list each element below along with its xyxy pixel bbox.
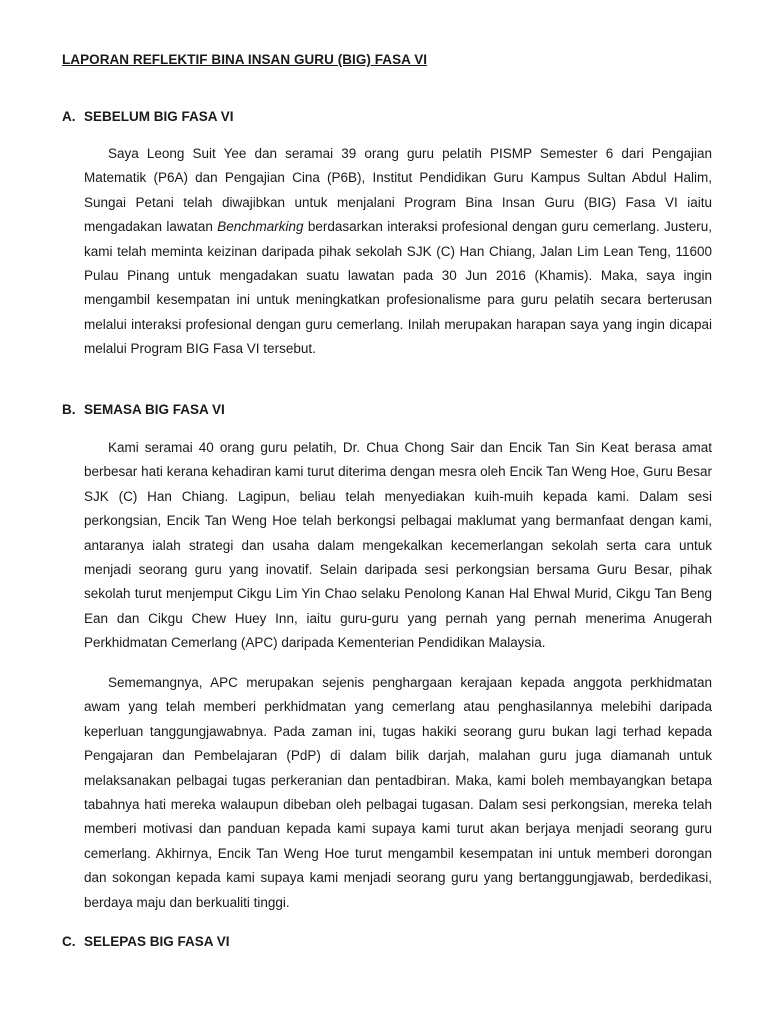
document-title: LAPORAN REFLEKTIF BINA INSAN GURU (BIG) FASA VI: [62, 52, 428, 67]
paragraph-text: Saya Leong Suit Yee dan seramai 39 orang guru pelatih PISMP Semester 6 dari Pengajian Matematik (P6A) dan Pengajian Cina (P6B), Institut Pendidikan Guru Kampus Sultan Abdul Halim, Sungai Petani telah diwajibkan untuk menjalani Program Bina Insan Guru (BIG) Fasa VI iaitu mengadakan lawatan: [84, 146, 712, 235]
section-title: SELEPAS BIG FASA VI: [84, 934, 230, 949]
section-heading-b: [62, 402, 225, 417]
section-letter: A.: [62, 109, 76, 124]
italic-term: Benchmarking: [217, 219, 304, 235]
section-letter: B.: [62, 402, 76, 417]
paragraph-b-2: Sememangnya, APC merupakan sejenis penghargaan kerajaan kepada anggota perkhidmatan awam yang telah memberi perkhidmatan yang cemerlang atau penghasilannya melebihi daripada keperluan tanggungjawabnya. Pada zaman ini, tugas hakiki seorang guru bukan lagi terhad kepada Pengajaran dan Pembelajaran (PdP) di dalam bilik darjah, malahan guru juga diamanah untuk melaksanakan pelbagai tugas perkeranian dan pentadbiran. Maka, kami boleh membayangkan betapa tabahnya hati mereka walaupun dibeban oleh pelbagai tugasan. Dalam sesi perkongsian, mereka telah memberi motivasi dan panduan kepada kami supaya kami turut akan berjaya menjadi seorang guru cemerlang. Akhirnya, Encik Tan Weng Hoe turut mengambil kesempatan ini untuk memberi dorongan dan sokongan kepada kami supaya kami menjadi seorang guru yang bertanggungjawab, berdedikasi, berdaya maju dan berkualiti tinggi.: [84, 675, 712, 910]
section-title: SEMASA BIG FASA VI: [84, 402, 225, 417]
section-letter: C.: [62, 934, 76, 949]
section-title: SEBELUM BIG FASA VI: [84, 109, 234, 124]
paragraph-a-1: [84, 142, 712, 362]
paragraph-b-1: Kami seramai 40 orang guru pelatih, Dr. Chua Chong Sair dan Encik Tan Sin Keat berasa amat berbesar hati kerana kehadiran kami turut diterima dengan mesra oleh Encik Tan Weng Hoe, Guru Besar SJK (C) Han Chiang. Lagipun, beliau telah menyediakan kuih-muih kepada kami. Dalam sesi perkongsian, Encik Tan Weng Hoe telah berkongsi pelbagai maklumat yang bermanfaat dengan kami, antaranya ialah strategi dan usaha dalam mengekalkan kecemerlangan sekolah serta cara untuk menjadi seorang guru yang inovatif. Selain daripada sesi perkongsian bersama Guru Besar, pihak sekolah turut menjemput Cikgu Lim Yin Chao selaku Penolong Kanan Hal Ehwal Murid, Cikgu Tan Beng Ean dan Cikgu Chew Huey Inn, iaitu guru-guru yang pernah yang pernah menerima Anugerah Perkhidmatan Cemerlang (APC) daripada Kementerian Pendidikan Malaysia.: [84, 440, 712, 651]
section-heading-a: [62, 109, 234, 124]
section-heading-c: [62, 934, 230, 949]
paragraph-text: berdasarkan interaksi profesional dengan guru cemerlang. Justeru, kami telah meminta keizinan daripada pihak sekolah SJK (C) Han Chiang, Jalan Lim Lean Teng, 11600 Pulau Pinang untuk mengadakan suatu lawatan pada 30 Jun 2016 (Khamis). Maka, saya ingin mengambil kesempatan ini untuk meningkatkan profesionalisme para guru pelatih secara berterusan melalui interaksi profesional dengan guru cemerlang. Inilah merupakan harapan saya yang ingin dicapai melalui Program BIG Fasa VI tersebut.: [84, 219, 712, 357]
